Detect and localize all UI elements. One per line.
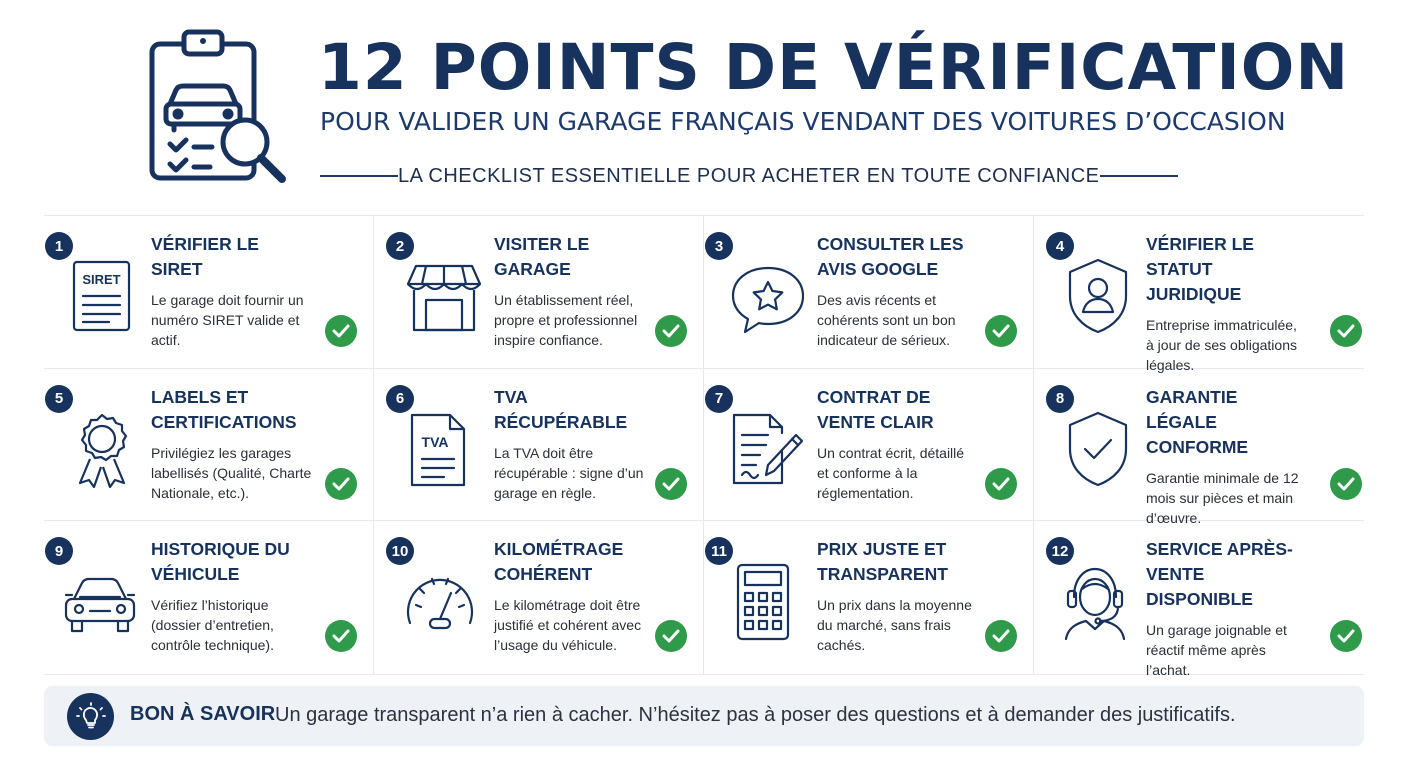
check-icon (655, 468, 687, 500)
card-number: 9 (45, 537, 73, 565)
card-number: 12 (1046, 537, 1074, 565)
card-description: Un garage joignable et réactif même après l’achat. (1146, 622, 1287, 679)
card-description: Le kilométrage doit être justifié et cohérent avec l’usage du véhicule. (494, 597, 642, 654)
check-icon (1330, 315, 1362, 347)
card-description: Le garage doit fournir un numéro SIRET valide et actif. (151, 292, 304, 348)
check-icon (325, 620, 357, 652)
checklist-card-9 (44, 521, 374, 674)
check-icon (655, 620, 687, 652)
shield-person-icon (1066, 256, 1130, 336)
check-icon (985, 620, 1017, 652)
card-title: LABELS ET CERTIFICATIONS (151, 386, 297, 432)
tip-text: Un garage transparent n’a rien à cacher. N’hésitez pas à poser des questions et à demander des justificatifs. (275, 704, 1236, 726)
card-description: La TVA doit être récupérable : signe d’un garage en règle. (494, 444, 644, 501)
card-title: TVA RÉCUPÉRABLE (494, 386, 628, 432)
divider-left (320, 175, 398, 177)
card-title: KILOMÉTRAGE COHÉRENT (494, 539, 624, 585)
card-description: Un établissement réel, propre et professionnel inspire confiance. (494, 292, 638, 348)
card-number: 2 (386, 232, 414, 260)
card-number: 8 (1046, 385, 1074, 413)
calculator-icon (730, 561, 794, 641)
card-title: GARANTIE LÉGALE CONFORME (1146, 386, 1249, 457)
tva-icon-text: TVA (421, 433, 449, 450)
lightbulb-icon (67, 693, 114, 740)
check-icon (985, 315, 1017, 347)
card-number: 3 (705, 232, 733, 260)
card-number: 11 (705, 537, 733, 565)
tagline: LA CHECKLIST ESSENTIELLE POUR ACHETER EN TOUTE CONFIANCE (398, 164, 1100, 187)
page-title: 12 POINTS DE VÉRIFICATION (318, 31, 1350, 104)
card-title: HISTORIQUE DU VÉHICULE (151, 539, 290, 585)
checklist-card-4 (1034, 216, 1364, 373)
card-description: Privilégiez les garages labellisés (Qualité, Charte Nationale, etc.). (151, 444, 312, 501)
card-description: Garantie minimale de 12 mois sur pièces et main d’œuvre. (1146, 469, 1299, 526)
award-ribbon-icon (70, 409, 134, 489)
card-number: 7 (705, 385, 733, 413)
check-icon (1330, 620, 1362, 652)
checklist-card-7 (704, 369, 1034, 522)
card-number: 5 (45, 385, 73, 413)
card-title: VÉRIFIER LE STATUT JURIDIQUE (1146, 234, 1254, 304)
card-description: Un prix dans la moyenne du marché, sans frais cachés. (817, 597, 972, 654)
check-icon (325, 468, 357, 500)
checklist-card-3 (704, 216, 1034, 369)
card-description: Des avis récents et cohérents sont un bon indicateur de sérieux. (817, 292, 956, 348)
headset-agent-icon (1060, 561, 1130, 641)
speedometer-icon (402, 561, 478, 641)
card-number: 1 (45, 232, 73, 260)
siret-icon-text: SIRET (82, 272, 121, 287)
card-title: VÉRIFIER LE SIRET (151, 234, 259, 279)
check-icon (985, 468, 1017, 500)
check-icon (655, 315, 687, 347)
contract-pen-icon (730, 409, 806, 489)
checklist-grid (44, 215, 1364, 679)
divider-right (1100, 175, 1178, 177)
card-description: Entreprise immatriculée, à jour de ses obligations légales. (1146, 317, 1297, 373)
card-description: Un contrat écrit, détaillé et conforme à la réglementation. (817, 444, 965, 501)
car-icon (62, 561, 138, 641)
card-title: VISITER LE GARAGE (494, 234, 590, 279)
card-number: 4 (1046, 232, 1074, 260)
checklist-card-11 (704, 521, 1034, 674)
star-speech-bubble-icon (730, 256, 806, 336)
tagline-row (320, 160, 1100, 192)
checklist-card-12 (1034, 521, 1364, 679)
siret-document-icon (70, 256, 134, 336)
card-description: Vérifiez l’historique (dossier d’entretien, contrôle technique). (151, 597, 274, 654)
tva-document-icon (406, 409, 470, 489)
checklist-card-5 (44, 369, 374, 522)
checklist-card-6 (374, 369, 704, 522)
tip-title: BON À SAVOIR (130, 703, 276, 725)
card-title: CONSULTER LES AVIS GOOGLE (817, 234, 964, 279)
shield-check-icon (1066, 409, 1130, 489)
check-icon (325, 315, 357, 347)
card-number: 6 (386, 385, 414, 413)
card-title: CONTRAT DE VENTE CLAIR (817, 386, 934, 432)
checklist-card-1 (44, 216, 374, 369)
checklist-card-2 (374, 216, 704, 369)
storefront-icon (406, 256, 482, 336)
card-title: SERVICE APRÈS-VENTE DISPONIBLE (1146, 539, 1293, 610)
card-title: PRIX JUSTE ET TRANSPARENT (817, 539, 948, 585)
card-number: 10 (386, 537, 414, 565)
checklist-card-8 (1034, 369, 1364, 526)
tip-banner (44, 686, 1364, 746)
checklist-card-10 (374, 521, 704, 674)
check-icon (1330, 468, 1362, 500)
page-subtitle: POUR VALIDER UN GARAGE FRANÇAIS VENDANT DES VOITURES D’OCCASION (320, 107, 1286, 136)
clipboard-car-magnifier-icon (140, 26, 290, 186)
